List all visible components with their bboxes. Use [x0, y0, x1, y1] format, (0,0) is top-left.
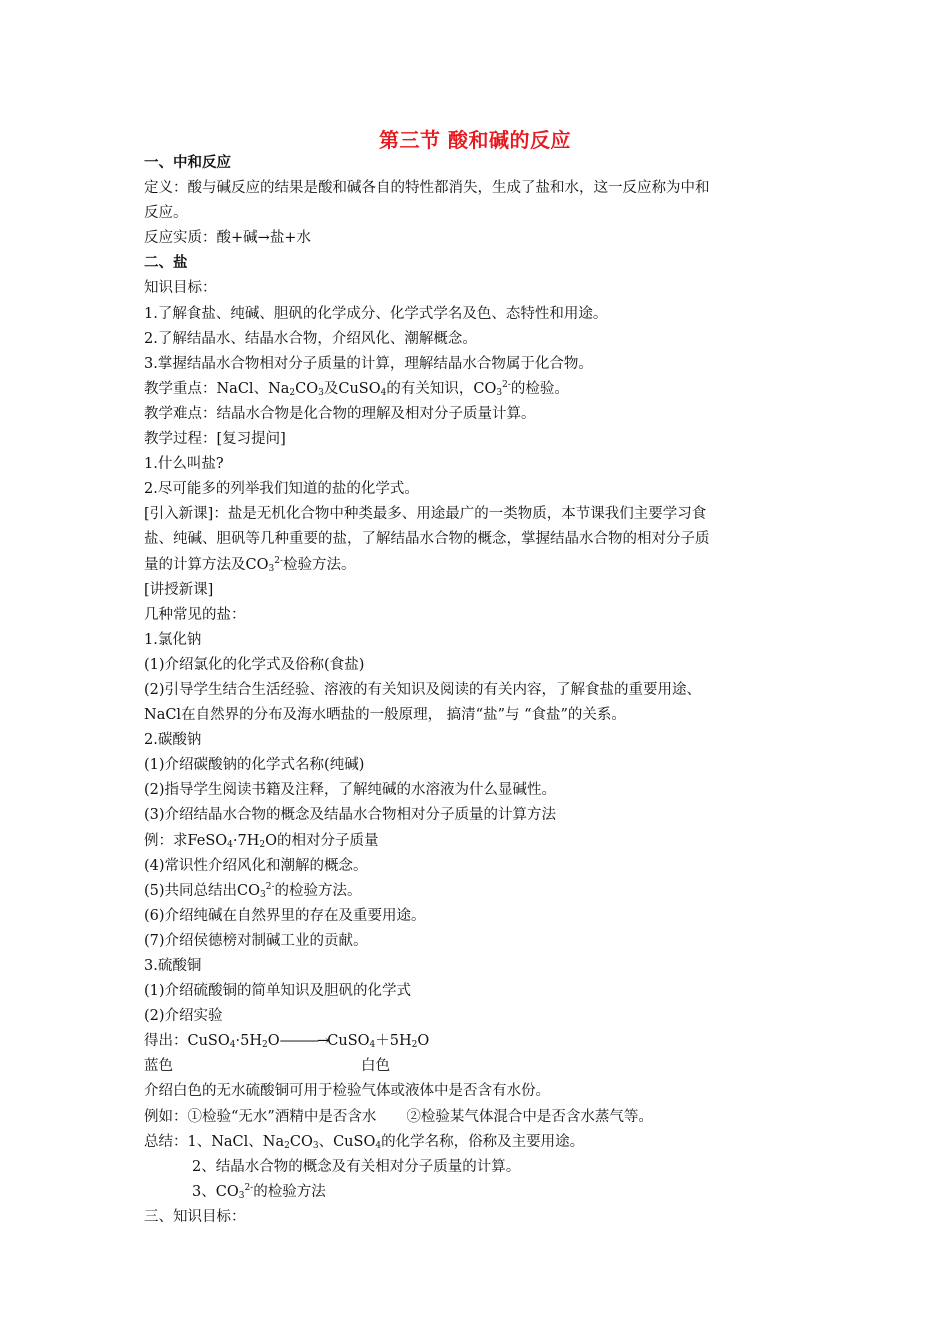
summary-line-2: 2、结晶水合物的概念及有关相对分子质量的计算。 [192, 1158, 521, 1175]
text-span: 检验方法。 [283, 556, 356, 573]
essence-prefix: 反应实质：酸+碱 [144, 230, 258, 247]
text-span: O [267, 1033, 280, 1050]
na2co3-heading: 2.碳酸钠 [144, 732, 202, 749]
text-span: O的相对分子质量 [265, 832, 379, 849]
section-heading-salt: 二、盐 [144, 255, 188, 272]
nacl-item-1: (1)介绍氯化的化学式及俗称(食盐) [144, 656, 365, 673]
example-b: ②检验某气体混合中是否含水蒸气等。 [406, 1108, 653, 1125]
teaching-key-point [144, 377, 824, 402]
superscript: 2- [502, 379, 511, 390]
superscript: 2- [265, 881, 275, 892]
text-span: 得出：CuSO [144, 1033, 230, 1050]
essence-suffix: 盐+水 [269, 230, 311, 247]
intro-line-2: 盐、纯碱、胆矾等几种重要的盐，了解结晶水合物的概念，掌握结晶水合物的相对分子质 [144, 531, 710, 548]
example-a: 例如：①检验“无水”酒精中是否含水 [144, 1108, 377, 1125]
subscript: 3 [238, 1190, 245, 1201]
reaction-arrow-icon: ———→ [279, 1033, 328, 1050]
subscript: 3 [268, 563, 275, 574]
color-white-label: 白色 [361, 1058, 390, 1075]
text-span: 的化学名称，俗称及主要用途。 [381, 1133, 585, 1150]
text-span: 、CuSO [318, 1133, 376, 1150]
review-question-1: 1.什么叫盐? [144, 456, 224, 473]
summary-line-3 [144, 1180, 824, 1205]
subscript: 2 [284, 1140, 290, 1151]
teaching-difficulty: 教学难点：结晶水合物是化合物的理解及相对分子质量计算。 [144, 405, 536, 422]
teaching-process: 教学过程：[复习提问] [144, 431, 286, 448]
superscript: 2- [274, 555, 283, 566]
common-salts-label: 几种常见的盐： [144, 606, 246, 623]
subscript: 3 [318, 387, 324, 398]
text-span: ＋5H [375, 1033, 412, 1050]
subscript: 2 [259, 839, 266, 850]
na2co3-example [144, 829, 824, 854]
subscript: 4 [380, 387, 387, 398]
subscript: 4 [229, 1040, 236, 1051]
text-span: 及CuSO [323, 380, 381, 397]
goal-item-3: 3.掌握结晶水合物相对分子质量的计算，理解结晶水合物属于化合物。 [144, 355, 593, 372]
text-span: 量的计算方法及CO [144, 556, 269, 573]
definition-line-2: 反应。 [144, 205, 188, 222]
knowledge-goals-label: 知识目标： [144, 280, 217, 297]
text-span: 的检验。 [510, 380, 569, 397]
color-blue-label: 蓝色 [144, 1058, 173, 1075]
text-span: (5)共同总结出CO [144, 882, 261, 899]
review-question-2: 2.尽可能多的列举我们知道的盐的化学式。 [144, 481, 419, 498]
na2co3-item-5 [144, 879, 824, 904]
goal-item-1: 1.了解食盐、纯碱、胆矾的化学成分、化学式学名及色、态特性和用途。 [144, 305, 608, 322]
subscript: 3 [496, 387, 503, 398]
document-body [144, 151, 824, 1230]
intro-line-3 [144, 553, 824, 578]
subscript: 4 [227, 839, 233, 850]
text-span: 总结：1、NaCl、Na [144, 1133, 285, 1150]
na2co3-item-2: (2)指导学生阅读书籍及注释，了解纯碱的水溶液为什么显碱性。 [144, 782, 557, 799]
na2co3-item-4: (4)常识性介绍风化和潮解的概念。 [144, 857, 368, 874]
text-span: ·5H [235, 1033, 262, 1050]
nacl-item-2-line-2: NaCl在自然界的分布及海水晒盐的一般原理， 搞清“盐”与 “食盐”的关系。 [144, 707, 626, 724]
text-span: CO [289, 1133, 313, 1150]
summary-line-1 [144, 1130, 824, 1155]
page-title: 第三节 酸和碱的反应 [379, 128, 571, 152]
definition-line-1: 定义：酸与碱反应的结果是酸和碱各自的特性都消失，生成了盐和水，这一反应称为中和 [144, 180, 710, 197]
na2co3-item-3: (3)介绍结晶水合物的概念及结晶水合物相对分子质量的计算方法 [144, 807, 557, 824]
cuso4-note: 介绍白色的无水硫酸铜可用于检验气体或液体中是否含有水份。 [144, 1083, 550, 1100]
subscript: 4 [375, 1140, 382, 1151]
section-heading-neutralization: 一、中和反应 [144, 155, 231, 171]
superscript: 2- [244, 1182, 254, 1193]
text-span: 教学重点：NaCl、Na [144, 380, 290, 397]
cuso4-colors [144, 1054, 824, 1079]
subscript: 3 [312, 1140, 319, 1151]
subscript: 2 [289, 387, 296, 398]
cuso4-heading: 3.硫酸铜 [144, 958, 202, 974]
cuso4-equation [144, 1029, 824, 1054]
text-span: 的检验方法 [253, 1183, 326, 1200]
na2co3-item-6: (6)介绍纯碱在自然界里的存在及重要用途。 [144, 907, 426, 924]
text-span: O [417, 1033, 430, 1050]
nacl-item-2-line-1: (2)引导学生结合生活经验、溶液的有关知识及阅读的有关内容，了解食盐的重要用途、 [144, 681, 702, 698]
goal-item-2: 2.了解结晶水、结晶水合物，介绍风化、潮解概念。 [144, 330, 477, 347]
nacl-heading: 1.氯化钠 [144, 631, 202, 648]
subscript: 3 [260, 889, 266, 900]
section-heading-knowledge-goals: 三、知识目标： [144, 1208, 246, 1225]
text-span: 例：求FeSO [144, 832, 228, 849]
subscript: 4 [369, 1040, 376, 1051]
text-span: 3、CO [192, 1183, 239, 1200]
reaction-essence [144, 226, 824, 251]
na2co3-item-7: (7)介绍侯德榜对制碱工业的贡献。 [144, 932, 368, 949]
text-span: 的有关知识，CO [386, 380, 497, 397]
intro-line-1: [引入新课]：盐是无机化合物中种类最多、用途最广的一类物质，本节课我们主要学习食 [144, 506, 707, 523]
text-span: ·7H [232, 832, 260, 849]
subscript: 2 [411, 1040, 418, 1051]
text-span: CO [295, 380, 319, 397]
subscript: 2 [261, 1040, 268, 1051]
cuso4-item-1: (1)介绍硫酸铜的简单知识及胆矾的化学式 [144, 983, 412, 1000]
lecture-label: [讲授新课] [144, 581, 214, 598]
arrow-icon: → [257, 230, 270, 247]
na2co3-item-1: (1)介绍碳酸钠的化学式名称(纯碱) [144, 757, 365, 774]
text-span: CuSO [327, 1033, 370, 1050]
cuso4-item-2: (2)介绍实验 [144, 1008, 223, 1025]
text-span: 的检验方法。 [274, 882, 362, 899]
cuso4-examples [144, 1105, 824, 1130]
